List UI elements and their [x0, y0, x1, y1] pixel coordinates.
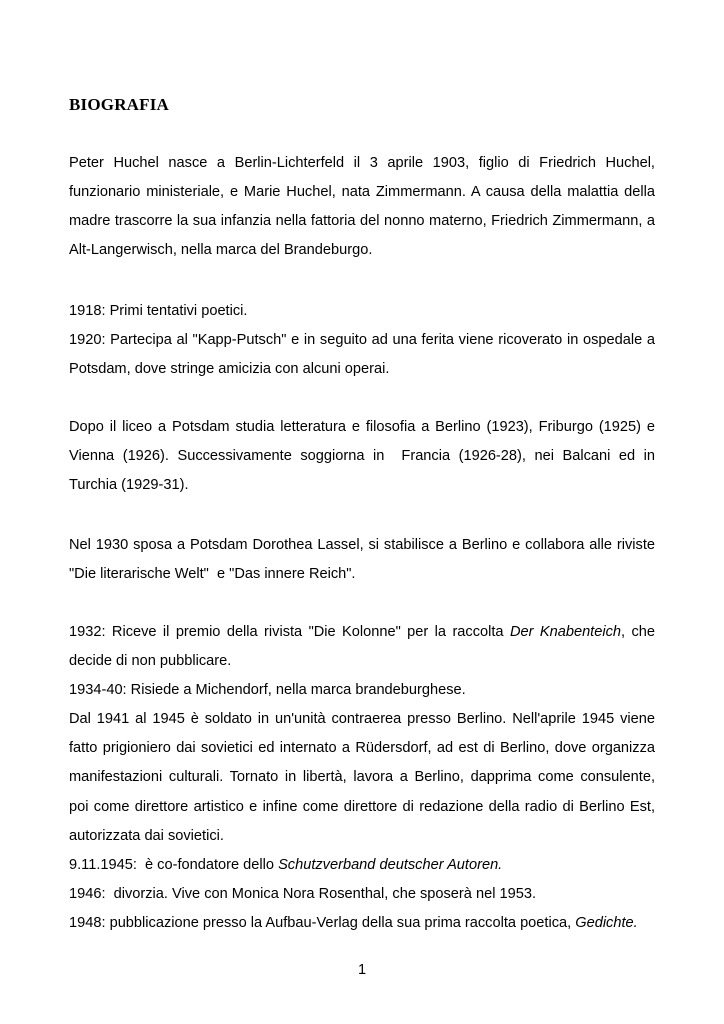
paragraph-studies: [69, 413, 655, 500]
paragraph-1930: [69, 531, 655, 589]
entries-later: [69, 618, 655, 938]
text-line: Vienna (1926). Successivamente soggiorna in Francia (1926-28), nei Balcani ed in: [69, 448, 655, 465]
entry-1941-line: poi come direttore artistico e infine come direttore di redazione della radio di Berlino Est,: [69, 798, 655, 815]
entry-1948-title: Gedichte.: [575, 914, 638, 931]
entry-1932-continued: decide di non pubblicare.: [69, 653, 232, 670]
entry-1945: [69, 851, 655, 880]
entry-1918: 1918: Primi tentativi poetici.: [69, 303, 248, 319]
entry-1941-line: manifestazioni culturali. Tornato in libertà, lavora a Berlino, dapprima come consulente,: [69, 769, 655, 786]
text-line: madre trascorre la sua infanzia nella fattoria del nonno materno, Friedrich Zimmermann, a: [69, 213, 655, 230]
text-line: Peter Huchel nasce a Berlin-Lichterfeld il 3 aprile 1903, figlio di Friedrich Huchel,: [69, 155, 655, 171]
page-title: BIOGRAFIA: [69, 95, 170, 114]
entry-1948-text: 1948: pubblicazione presso la Aufbau-Verlag della sua prima raccolta poetica,: [69, 914, 576, 931]
entry-1932: [69, 618, 655, 647]
entry-1946: 1946: divorzia. Vive con Monica Nora Rosenthal, che sposerà nel 1953.: [69, 885, 537, 902]
entry-1941-line: fatto prigioniero dai sovietici ed internato a Rüdersdorf, ad est di Berlino, dove organizza: [69, 740, 655, 757]
text-line: "Die literarische Welt" e "Das innere Reich".: [69, 566, 356, 583]
entry-1948: [69, 909, 655, 938]
entry-1941-line: Dal 1941 al 1945 è soldato in un'unità contraerea presso Berlino. Nell'aprile 1945 viene: [69, 711, 655, 728]
entry-1945-org: Schutzverband deutscher Autoren.: [278, 856, 503, 873]
text-line: Turchia (1929-31).: [69, 477, 189, 494]
entry-1920-continued: Potsdam, dove stringe amicizia con alcuni operai.: [69, 361, 390, 378]
page-number: 1: [357, 962, 367, 978]
entry-1945-text: 9.11.1945: è co-fondatore dello: [69, 856, 279, 873]
paragraph-birth: [69, 149, 655, 265]
entry-1932-tail: , che: [621, 624, 656, 640]
entry-1941-line: autorizzata dai sovietici.: [69, 827, 224, 844]
entries-1918-1920: [69, 297, 655, 384]
entry-1934: 1934-40: Risiede a Michendorf, nella marca brandeburghese.: [69, 682, 466, 699]
entry-1932-text: 1932: Riceve il premio della rivista "Die Kolonne" per la raccolta: [69, 624, 510, 640]
entry-1932-title: Der Knabenteich: [509, 624, 622, 640]
entry-1920: 1920: Partecipa al "Kapp-Putsch" e in seguito ad una ferita viene ricoverato in ospedale a: [69, 332, 655, 349]
text-line: Nel 1930 sposa a Potsdam Dorothea Lassel, si stabilisce a Berlino e collabora alle riviste: [69, 537, 655, 553]
text-line: funzionario ministeriale, e Marie Huchel, nata Zimmermann. A causa della malattia della: [69, 184, 655, 201]
text-line: Dopo il liceo a Potsdam studia letteratura e filosofia a Berlino (1923), Friburgo (1925) e: [69, 419, 655, 435]
text-line: Alt-Langerwisch, nella marca del Brandeburgo.: [69, 242, 373, 259]
